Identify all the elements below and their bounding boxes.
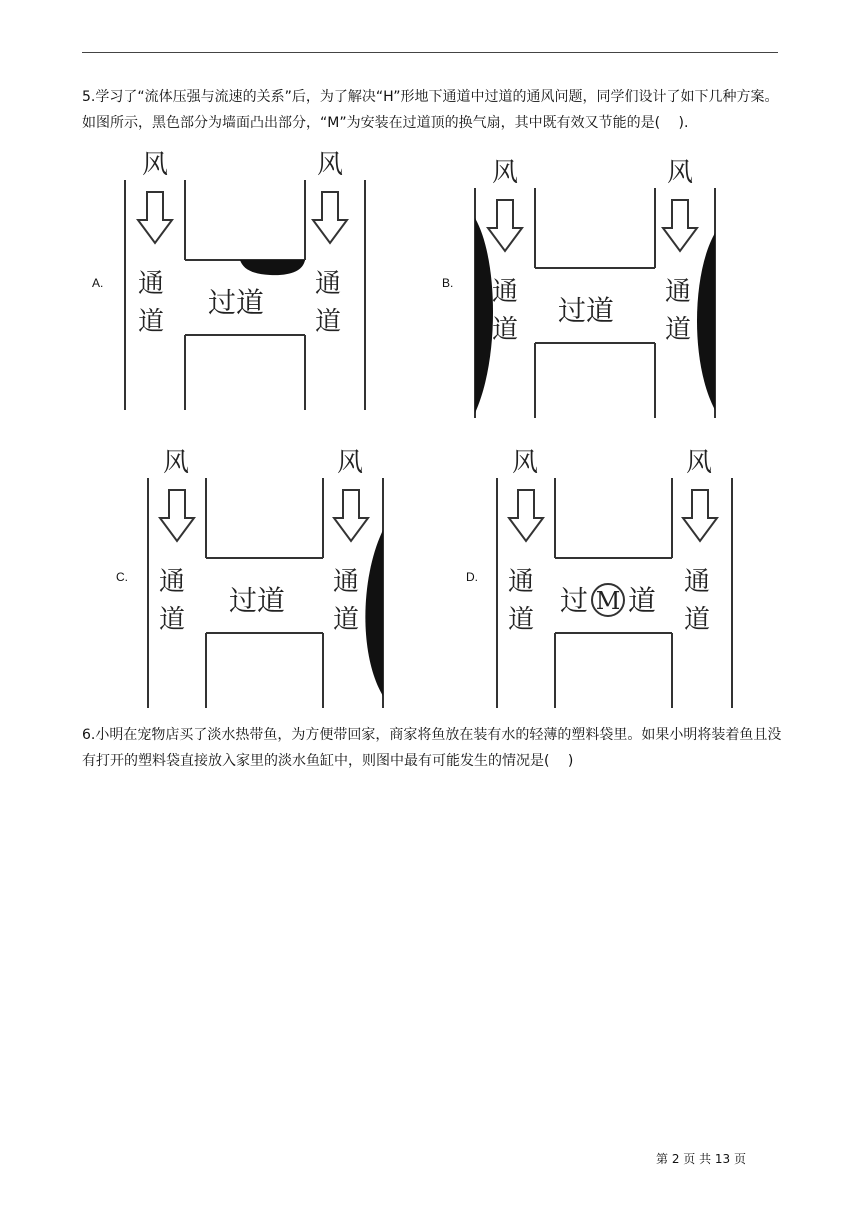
channel-label-right-2: 道 [315,307,342,337]
fan-label: M [595,587,621,615]
figure-a-svg [110,140,380,410]
bulge-shape [365,530,383,696]
wind-label-right: 风 [337,448,364,478]
bulge-shape [240,260,305,275]
option-c-label: C. [116,570,128,584]
channel-label-right-1: 通 [665,277,692,307]
wind-arrow-left [160,490,194,541]
corridor-label: 过道 [229,584,286,617]
wind-arrow-left [138,192,172,243]
wind-arrow-right [663,200,697,251]
wind-label-right: 风 [686,448,713,478]
bulge-shape-left [475,218,493,413]
channel-label-left-2: 道 [138,307,165,337]
question-5-text: 5.学习了“流体压强与流速的关系”后，为了解决“H”形地下通道中过道的通风问题，同学们设计了如下几种方案。如图所示，黑色部分为墙面凸出部分，“M”为安装在过道顶的换气扇，其中既有效又节能的是( ). [82,89,779,131]
corridor-label-part-1: 过 [560,584,589,617]
channel-label-right-1: 通 [315,269,342,299]
channel-label-right-2: 道 [684,605,711,635]
figure-b-svg [460,148,730,418]
page-footer: 第 2 页 共 13 页 [656,1152,746,1166]
channel-label-left-2: 道 [508,605,535,635]
option-b-label: B. [442,276,454,290]
wind-arrow-right [683,490,717,541]
wind-arrow-left [488,200,522,251]
figure-d-svg [482,438,752,708]
question-6-text: 6.小明在宠物店买了淡水热带鱼，为方便带回家，商家将鱼放在装有水的轻薄的塑料袋里。如果小明将装着鱼且没有打开的塑料袋直接放入家里的淡水鱼缸中，则图中最有可能发生的情况是( ) [82,727,782,769]
figure-option-c [133,438,403,708]
corridor-label-part-2: 道 [628,584,657,617]
figure-option-d [482,438,752,708]
top-rule [82,52,778,53]
option-a-label: A. [92,276,104,290]
figure-option-b [460,148,730,418]
wind-label-left: 风 [512,448,539,478]
wind-label-left: 风 [163,448,190,478]
bulge-shape-right [697,233,715,410]
channel-label-left-1: 通 [159,567,186,597]
channel-label-right-1: 通 [333,567,360,597]
channel-label-left-2: 道 [492,315,519,345]
wind-label-left: 风 [142,150,169,180]
option-d-label: D. [466,570,478,584]
channel-label-right-2: 道 [665,315,692,345]
wind-arrow-left [509,490,543,541]
channel-label-left-2: 道 [159,605,186,635]
channel-label-left-1: 通 [508,567,535,597]
corridor-label: 过道 [208,286,265,319]
wind-label-right: 风 [667,158,694,188]
channel-label-right-2: 道 [333,605,360,635]
wind-arrow-right [313,192,347,243]
wind-label-left: 风 [492,158,519,188]
corridor-label: 过道 [558,294,615,327]
wind-label-right: 风 [317,150,344,180]
channel-label-left-1: 通 [138,269,165,299]
wind-arrow-right [334,490,368,541]
figure-option-a [110,140,380,410]
figure-c-svg [133,438,403,708]
channel-label-left-1: 通 [492,277,519,307]
channel-label-right-1: 通 [684,567,711,597]
